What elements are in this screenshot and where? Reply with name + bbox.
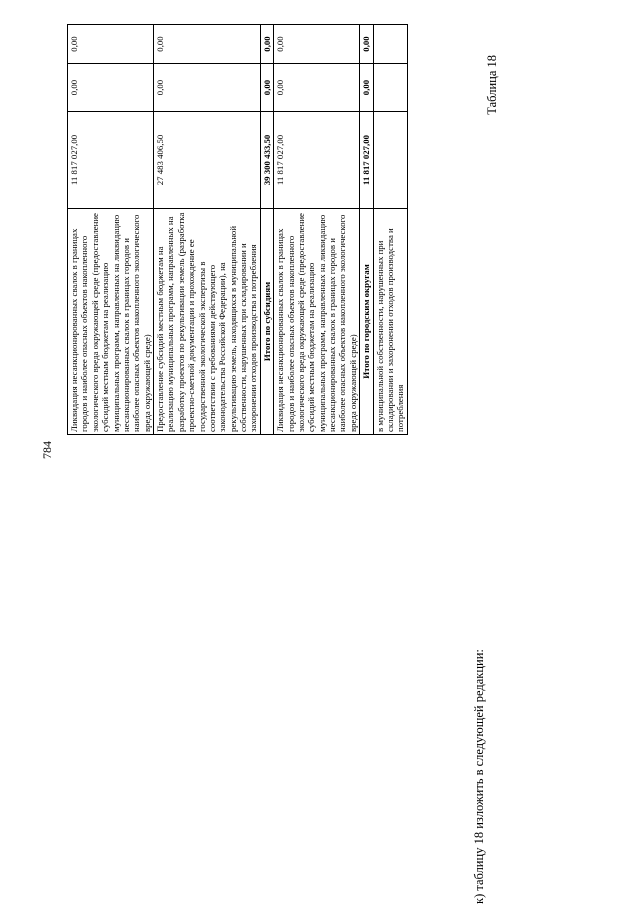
row-value-2: 0,00 [154, 64, 261, 112]
row-value-1: 11 817 027,00 [274, 112, 360, 209]
total-value-2: 0,00 [360, 64, 373, 112]
row-value-2: 0,00 [68, 64, 154, 112]
table-row [274, 25, 360, 435]
row-value-1: 27 483 406,50 [154, 112, 261, 209]
row-value-3: 0,00 [274, 25, 360, 64]
table-row [68, 25, 154, 435]
page-number: 784 [40, 441, 54, 459]
amendment-text: к) таблицу 18 изложить в следующей редакции: [472, 649, 486, 904]
total-value-2: 0,00 [260, 64, 273, 112]
row-name: Предоставление субсидий местным бюджетам на реализацию муниципальных программ, направленных на разработку проектов по рекультивации земель (разработка проектно-сметной документации и прохождение ее государственной экологической экспертизы в соответствии с требованиями действующего законодательства Российской Федерации), на рекультивацию земель, находящихся в муниципальной собственности, нарушенных при складировании и захоронении отходов производства и потребления [154, 209, 261, 435]
row-value-1 [373, 112, 407, 209]
row-name: Ликвидация несанкционированных свалок в границах городов и наиболее опасных объектов накопленного экологического вреда окружающей среде (предоставление субсидий местным бюджетам на реализацию муниципальных программ, направленных на ликвидацию несанкционированных свалок в границах городов и наиболее опасных объектов накопленного экологического вреда окружающей среде) [68, 209, 154, 435]
row-value-3: 0,00 [68, 25, 154, 64]
table-row [154, 25, 261, 435]
total-value-3: 0,00 [360, 25, 373, 64]
row-name: в муниципальной собственности, нарушенных при складировании и захоронении отходов производства и потребления [373, 209, 407, 435]
total-row [260, 25, 273, 435]
row-value-3: 0,00 [154, 25, 261, 64]
table-row [373, 25, 407, 435]
row-name: Ликвидация несанкционированных свалок в границах городов и наиболее опасных объектов накопленного экологического вреда окружающей среде (предоставление субсидий местным бюджетам на реализацию муниципальных программ, направленных на ликвидацию несанкционированных свалок в границах городов и наиболее опасных объектов накопленного экологического вреда окружающей среде) [274, 209, 360, 435]
budget-table [67, 24, 408, 435]
total-label: Итого по субсидиям [260, 209, 273, 435]
row-value-1: 11 817 027,00 [68, 112, 154, 209]
table-label: Таблица 18 [485, 55, 499, 115]
total-row [360, 25, 373, 435]
total-value-1: 39 300 433,50 [260, 112, 273, 209]
total-label: Итого по городским округам [360, 209, 373, 435]
total-value-3: 0,00 [260, 25, 273, 64]
row-value-2 [373, 64, 407, 112]
total-value-1: 11 817 027,00 [360, 112, 373, 209]
row-value-3 [373, 25, 407, 64]
row-value-2: 0,00 [274, 64, 360, 112]
